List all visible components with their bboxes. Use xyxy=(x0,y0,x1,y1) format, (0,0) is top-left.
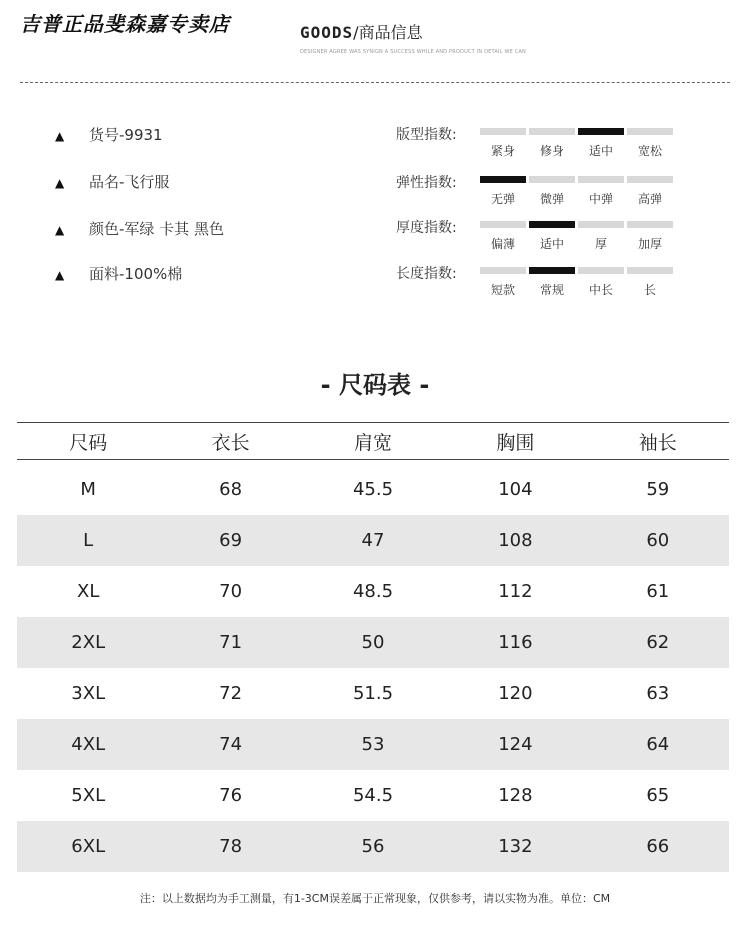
index-bar xyxy=(627,176,673,183)
index-option: 适中 xyxy=(539,237,564,251)
table-row xyxy=(17,668,729,719)
cell-size: 4XL xyxy=(17,719,159,770)
index-option: 中长 xyxy=(588,283,613,297)
table-row xyxy=(17,464,729,515)
index-option: 厚 xyxy=(594,237,607,251)
cell-size: M xyxy=(80,479,96,500)
cell-sleeve: 65 xyxy=(646,785,670,806)
cell-sleeve: 59 xyxy=(646,479,670,500)
header-shoulder: 肩宽 xyxy=(302,423,444,460)
spec-label: 品名-飞行服 xyxy=(89,173,170,191)
length-index-label: 长度指数: xyxy=(396,266,457,282)
triangle-icon: ▲ xyxy=(55,176,65,190)
index-option: 加厚 xyxy=(637,237,662,251)
index-bar xyxy=(578,267,624,274)
cell-size: 5XL xyxy=(71,785,106,806)
index-bar xyxy=(627,128,673,135)
table-row xyxy=(17,617,729,668)
index-bar-selected xyxy=(578,128,624,135)
size-table xyxy=(17,422,729,872)
index-option: 宽松 xyxy=(637,144,662,158)
spec-label: 货号-9931 xyxy=(89,126,163,144)
index-option: 无弹 xyxy=(490,192,515,206)
elasticity-index-label: 弹性指数: xyxy=(396,175,457,191)
index-option: 偏薄 xyxy=(490,237,515,251)
spec-label: 颜色-军绿 卡其 黑色 xyxy=(89,220,224,238)
table-row xyxy=(17,719,729,770)
header-size: 尺码 xyxy=(17,423,159,460)
index-bar xyxy=(480,267,526,274)
index-option: 常规 xyxy=(539,283,564,297)
cell-chest: 128 xyxy=(498,785,533,806)
header-chest: 胸围 xyxy=(444,423,586,460)
cell-size: L xyxy=(17,515,159,566)
cell-shoulder: 45.5 xyxy=(352,479,394,500)
goods-title-en: GOODS xyxy=(300,23,354,42)
table-row xyxy=(17,770,729,821)
cell-size: 3XL xyxy=(71,683,106,704)
cell-size: 2XL xyxy=(17,617,159,668)
cell-length: 70 xyxy=(219,581,243,602)
measurement-note: 注：以上数据均为手工测量，有1-3CM误差属于正常现象，仅供参考，请以实物为准。单位：CM xyxy=(139,892,611,905)
spec-item-fabric xyxy=(55,263,182,284)
table-row xyxy=(17,821,729,872)
dashed-divider xyxy=(20,82,730,83)
goods-subtitle: DESIGNER AGREE WAS SYNIGN A SUCCESS WHILE AND PRODUCT IN DETAIL WE CAN xyxy=(300,49,526,55)
table-row xyxy=(17,515,729,566)
cell-length: 69 xyxy=(159,515,301,566)
triangle-icon: ▲ xyxy=(55,268,65,282)
cell-size: 6XL xyxy=(17,821,159,872)
index-bar-selected xyxy=(529,267,575,274)
cell-chest: 104 xyxy=(498,479,533,500)
fit-index-scale xyxy=(480,128,676,159)
cell-chest: 116 xyxy=(444,617,586,668)
index-option: 中弹 xyxy=(588,192,613,206)
length-index-scale xyxy=(480,267,676,298)
header-length: 衣长 xyxy=(159,423,301,460)
index-bar-selected xyxy=(480,176,526,183)
cell-sleeve: 63 xyxy=(646,683,670,704)
index-option: 适中 xyxy=(588,144,613,158)
size-table-header-row xyxy=(17,423,729,460)
goods-heading xyxy=(300,20,526,55)
index-option: 微弹 xyxy=(539,192,564,206)
cell-chest: 124 xyxy=(444,719,586,770)
spec-label: 面料-100%棉 xyxy=(89,265,183,283)
cell-shoulder: 47 xyxy=(302,515,444,566)
cell-sleeve: 62 xyxy=(587,617,729,668)
cell-length: 76 xyxy=(219,785,243,806)
index-bar xyxy=(480,221,526,228)
index-bar-selected xyxy=(529,221,575,228)
cell-size: XL xyxy=(77,581,100,602)
goods-title-cn: /商品信息 xyxy=(353,23,423,42)
index-bar xyxy=(627,267,673,274)
index-bar xyxy=(578,221,624,228)
cell-shoulder: 48.5 xyxy=(352,581,394,602)
cell-chest: 120 xyxy=(498,683,533,704)
spec-item-product-name xyxy=(55,171,169,192)
elasticity-index-scale xyxy=(480,176,676,207)
index-option: 修身 xyxy=(539,144,564,158)
size-chart-title: - 尺码表 - xyxy=(320,371,430,399)
index-option: 紧身 xyxy=(490,144,515,158)
cell-length: 72 xyxy=(219,683,243,704)
thickness-index-label: 厚度指数: xyxy=(396,220,457,236)
spec-item-color xyxy=(55,218,224,239)
cell-sleeve: 60 xyxy=(587,515,729,566)
index-option: 短款 xyxy=(490,283,515,297)
index-bar xyxy=(627,221,673,228)
cell-shoulder: 56 xyxy=(302,821,444,872)
cell-shoulder: 51.5 xyxy=(352,683,394,704)
table-row xyxy=(17,566,729,617)
cell-length: 71 xyxy=(159,617,301,668)
index-bar xyxy=(529,176,575,183)
cell-sleeve: 64 xyxy=(587,719,729,770)
spec-item-article-no xyxy=(55,124,163,145)
index-bar xyxy=(529,128,575,135)
index-bar xyxy=(578,176,624,183)
cell-chest: 132 xyxy=(444,821,586,872)
store-name: 吉普正品斐森嘉专卖店 xyxy=(20,12,230,36)
thickness-index-scale xyxy=(480,221,676,252)
cell-chest: 108 xyxy=(444,515,586,566)
cell-shoulder: 54.5 xyxy=(352,785,394,806)
triangle-icon: ▲ xyxy=(55,223,65,237)
index-bar xyxy=(480,128,526,135)
cell-shoulder: 53 xyxy=(302,719,444,770)
cell-shoulder: 50 xyxy=(302,617,444,668)
cell-chest: 112 xyxy=(498,581,533,602)
header-sleeve: 袖长 xyxy=(587,423,729,460)
fit-index-label: 版型指数: xyxy=(396,127,457,143)
triangle-icon: ▲ xyxy=(55,129,65,143)
cell-sleeve: 66 xyxy=(587,821,729,872)
cell-length: 78 xyxy=(159,821,301,872)
index-option: 高弹 xyxy=(637,192,662,206)
cell-length: 74 xyxy=(159,719,301,770)
cell-sleeve: 61 xyxy=(646,581,670,602)
cell-length: 68 xyxy=(219,479,243,500)
index-option: 长 xyxy=(643,283,656,297)
